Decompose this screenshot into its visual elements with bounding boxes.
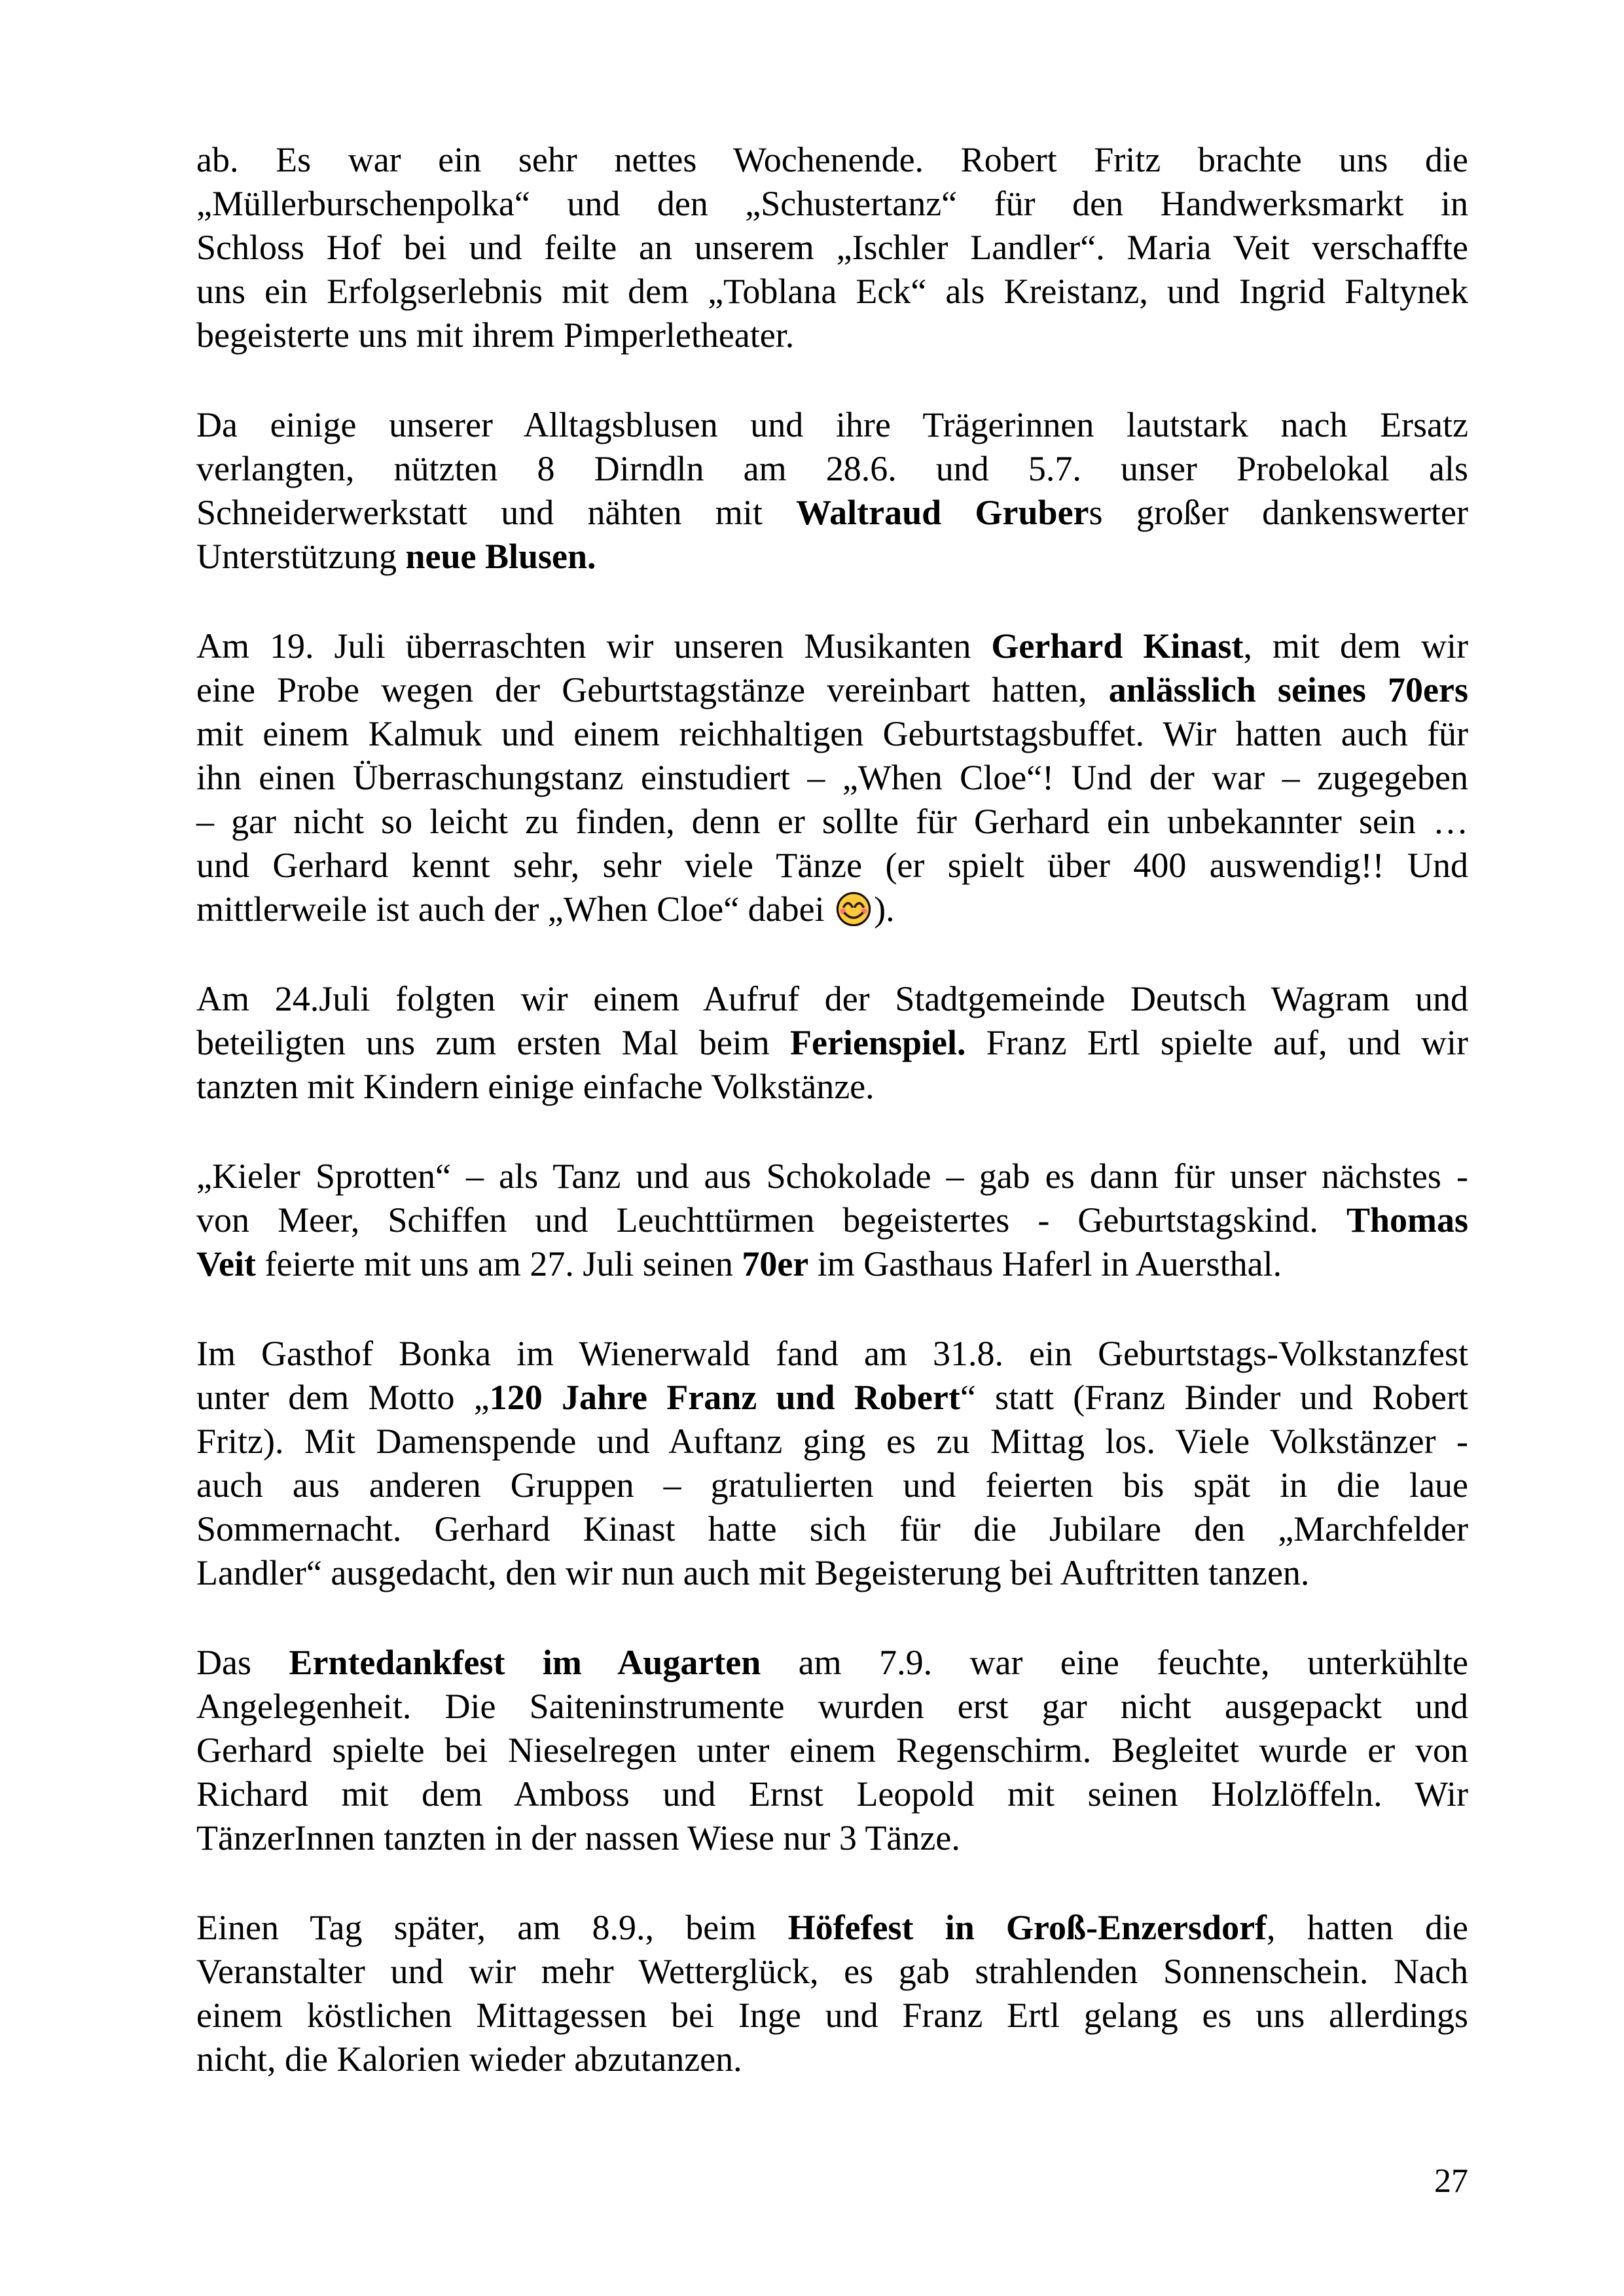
paragraph	[196, 138, 1468, 357]
text-run: im Gasthaus Haferl in Auersthal.	[808, 1244, 1282, 1283]
bold-text-run: anlässlich seines 70ers	[1108, 670, 1468, 709]
text-line	[196, 1198, 1468, 1242]
text-run: ihn einen Überraschungstanz einstudiert – „When Cloe“! Und der war – zugegeben	[196, 758, 1468, 797]
text-run: Richard mit dem Amboss und Ernst Leopold mit seinen Holzlöffeln. Wir	[196, 1774, 1468, 1814]
text-run: “ statt (Franz Binder und Robert	[960, 1378, 1468, 1417]
text-run: Landler“ ausgedacht, den wir nun auch mit Begeisterung bei Auftritten tanzen.	[196, 1553, 1310, 1592]
text-run: mit einem Kalmuk und einem reichhaltigen Geburtstagsbuffet. Wir hatten auch für	[196, 714, 1468, 753]
text-run: Unterstützung	[196, 537, 406, 576]
text-run: Schloss Hof bei und feilte an unserem „Ischler Landler“. Maria Veit verschaffte	[196, 228, 1468, 267]
text-run: Sommernacht. Gerhard Kinast hatte sich für die Jubilare den „Marchfelder	[196, 1509, 1468, 1549]
text-line	[196, 1906, 1468, 1950]
text-line	[196, 2037, 1468, 2081]
text-run: auch aus anderen Gruppen – gratulierten und feierten bis spät in die laue	[196, 1465, 1468, 1505]
bold-text-run: 120 Jahre Franz und Robert	[489, 1378, 960, 1417]
text-line	[196, 138, 1468, 182]
text-run: unter dem Motto „	[196, 1378, 490, 1417]
text-run: begeisterte uns mit ihrem Pimperletheater.	[196, 315, 795, 355]
text-run: , mit dem wir	[1243, 626, 1468, 666]
paragraph	[196, 1155, 1468, 1286]
paragraph	[196, 1641, 1468, 1860]
text-run: Schneiderwerkstatt und nähten mit	[196, 493, 797, 532]
text-run: Am 24.Juli folgten wir einem Aufruf der Stadtgemeinde Deutsch Wagram und	[196, 979, 1468, 1018]
bold-text-run: Gerhard Kinast	[991, 626, 1244, 666]
text-line	[196, 1994, 1468, 2037]
bold-text-run: Waltraud Gruber	[796, 493, 1089, 532]
text-line	[196, 1685, 1468, 1729]
bold-text-run: neue Blusen.	[405, 537, 596, 576]
text-run: tanzten mit Kindern einige einfache Volkstänze.	[196, 1067, 875, 1106]
text-line	[196, 1641, 1468, 1685]
text-run: ab. Es war ein sehr nettes Wochenende. Robert Fritz brachte uns die	[196, 140, 1468, 179]
paragraph	[196, 1332, 1468, 1595]
text-run: Gerhard spielte bei Nieselregen unter einem Regenschirm. Begleitet wurde er von	[196, 1731, 1468, 1770]
text-line	[196, 314, 1468, 357]
text-line	[196, 888, 1468, 931]
text-line	[196, 800, 1468, 844]
bold-text-run: Thomas	[1346, 1200, 1468, 1240]
text-run: ).	[874, 889, 895, 929]
text-line	[196, 624, 1468, 668]
text-line	[196, 756, 1468, 800]
text-body	[196, 138, 1468, 2081]
text-line	[196, 447, 1468, 491]
text-line	[196, 403, 1468, 447]
bold-text-run: Veit	[196, 1244, 256, 1283]
text-run: uns ein Erfolgserlebnis mit dem „Toblana Eck“ als Kreistanz, und Ingrid Faltynek	[196, 272, 1468, 311]
text-run: mittlerweile ist auch der „When Cloe“ dabei	[196, 889, 834, 929]
text-run: Angelegenheit. Die Saiteninstrumente wurden erst gar nicht ausgepackt und	[196, 1687, 1468, 1726]
text-line	[196, 1021, 1468, 1065]
text-line	[196, 1507, 1468, 1551]
text-run: „Kieler Sprotten“ – als Tanz und aus Schokolade – gab es dann für unser nächstes -	[196, 1157, 1468, 1196]
smiling-face-emoji	[835, 890, 873, 928]
text-run: s großer dankenswerter	[1089, 493, 1468, 532]
text-line	[196, 226, 1468, 270]
text-run: , hatten die	[1267, 1908, 1468, 1947]
text-line	[196, 535, 1468, 579]
text-line	[196, 1376, 1468, 1420]
text-line	[196, 1463, 1468, 1507]
text-run: Da einige unserer Alltagsblusen und ihre Trägerinnen lautstark nach Ersatz	[196, 405, 1468, 444]
text-line	[196, 844, 1468, 888]
page-number: 27	[1434, 2162, 1468, 2200]
text-run: Einen Tag später, am 8.9., beim	[196, 1908, 788, 1947]
text-line	[196, 1332, 1468, 1376]
text-run: und Gerhard kennt sehr, sehr viele Tänze (er spielt über 400 auswendig!! Und	[196, 846, 1468, 885]
paragraph	[196, 403, 1468, 579]
text-line	[196, 1065, 1468, 1109]
bold-text-run: Erntedankfest im Augarten	[289, 1643, 761, 1682]
text-run: – gar nicht so leicht zu finden, denn er sollte für Gerhard ein unbekannter sein …	[196, 802, 1468, 841]
text-run: eine Probe wegen der Geburtstagstänze vereinbart hatten,	[196, 670, 1109, 709]
text-line	[196, 1242, 1468, 1286]
text-run: Im Gasthof Bonka im Wienerwald fand am 31.8. ein Geburtstags-Volkstanzfest	[196, 1334, 1468, 1373]
bold-text-run: Höfefest in Groß-Enzersdorf	[787, 1908, 1267, 1947]
paragraph	[196, 624, 1468, 931]
bold-text-run: 70er	[742, 1244, 809, 1283]
text-run: Franz Ertl spielte auf, und wir	[965, 1023, 1468, 1062]
text-line	[196, 1420, 1468, 1463]
text-line	[196, 182, 1468, 226]
text-line	[196, 1816, 1468, 1860]
text-run: Das	[196, 1643, 289, 1682]
paragraph	[196, 977, 1468, 1109]
text-run: Am 19. Juli überraschten wir unseren Musikanten	[196, 626, 992, 666]
text-line	[196, 1729, 1468, 1772]
text-run: nicht, die Kalorien wieder abzutanzen.	[196, 2039, 742, 2079]
text-line	[196, 1551, 1468, 1595]
text-run: „Müllerburschenpolka“ und den „Schustertanz“ für den Handwerksmarkt in	[196, 184, 1468, 223]
text-line	[196, 1950, 1468, 1994]
text-run: von Meer, Schiffen und Leuchttürmen begeistertes - Geburtstagskind.	[196, 1200, 1346, 1240]
text-line	[196, 270, 1468, 314]
text-line	[196, 1155, 1468, 1198]
text-line	[196, 712, 1468, 756]
text-line	[196, 668, 1468, 712]
text-run: Fritz). Mit Damenspende und Auftanz ging es zu Mittag los. Viele Volkstänzer -	[196, 1422, 1468, 1461]
text-run: TänzerInnen tanzten in der nassen Wiese nur 3 Tänze.	[196, 1818, 960, 1857]
text-line	[196, 977, 1468, 1021]
text-run: feierte mit uns am 27. Juli seinen	[256, 1244, 742, 1283]
text-run: beteiligten uns zum ersten Mal beim	[196, 1023, 791, 1062]
text-run: einem köstlichen Mittagessen bei Inge und Franz Ertl gelang es uns allerdings	[196, 1996, 1468, 2035]
text-run: Veranstalter und wir mehr Wetterglück, es gab strahlenden Sonnenschein. Nach	[196, 1952, 1468, 1991]
text-run: verlangten, nützten 8 Dirndln am 28.6. und 5.7. unser Probelokal als	[196, 449, 1468, 488]
text-run: am 7.9. war eine feuchte, unterkühlte	[761, 1643, 1469, 1682]
paragraph	[196, 1906, 1468, 2081]
text-line	[196, 491, 1468, 535]
bold-text-run: Ferienspiel.	[790, 1023, 966, 1062]
text-line	[196, 1772, 1468, 1816]
